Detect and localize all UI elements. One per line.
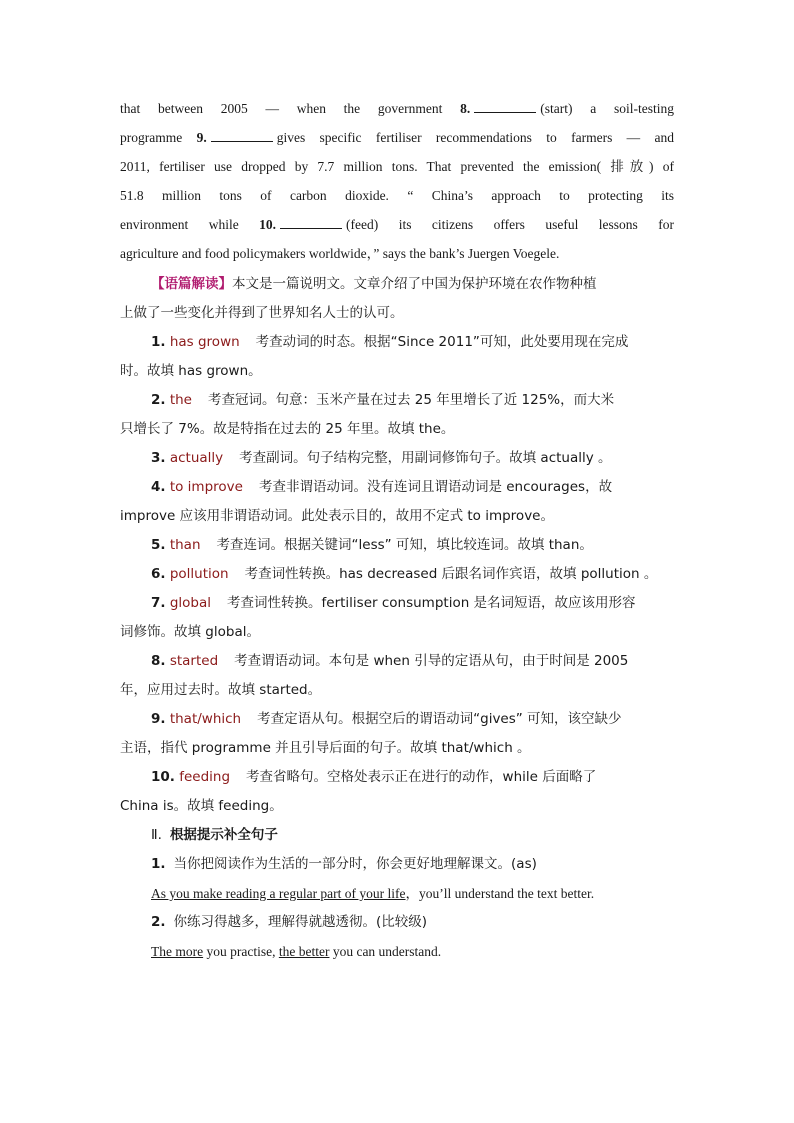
answer-number: 4.: [151, 479, 166, 495]
passage-text: programme: [120, 130, 183, 145]
answer-word: the: [169, 392, 192, 408]
answer-number: 8.: [151, 653, 166, 669]
answer-explanation: 考查省略句。空格处表示正在进行的动作，while 后面略了: [246, 769, 597, 785]
passage-line: agriculture and food policymakers worldwide，” says the bank’s Juergen Voegele.: [120, 246, 560, 261]
answer-explanation-cont: 年，应用过去时。故填 started。: [120, 682, 322, 698]
answer-item: [120, 328, 674, 357]
question-line: [120, 908, 674, 937]
answer-explanation-cont: 时。故填 has grown。: [120, 363, 262, 379]
blank-line: [280, 216, 342, 229]
answer-explanation: 考查谓语动词。本句是 when 引导的定语从句，由于时间是 2005: [234, 653, 629, 669]
passage-line: 2011, fertiliser use dropped by 7.7 million tons. That prevented the emission( 排放) of: [120, 159, 674, 174]
answer-word: to improve: [169, 479, 243, 495]
answer-number: 1.: [151, 334, 166, 350]
answer-item: [120, 763, 674, 792]
underlined-answer: The more: [151, 944, 204, 959]
answer-number: 6.: [151, 566, 166, 582]
passage-text: (start) a soil-testing: [540, 101, 674, 116]
question-number: 1.: [151, 856, 166, 872]
section-number: Ⅱ.: [151, 827, 162, 843]
question-text: 你练习得越多，理解得就越透彻。(比较级): [173, 914, 428, 930]
passage-line: 51.8 million tons of carbon dioxide. “ China’s approach to protecting its: [120, 188, 674, 203]
section-title: 根据提示补全句子: [169, 827, 278, 843]
underlined-answer: the better: [278, 944, 330, 959]
question-line: [120, 850, 674, 879]
answer-explanation-cont: China is。故填 feeding。: [120, 798, 283, 814]
answer-item: [120, 560, 674, 589]
answer-word: global: [169, 595, 212, 611]
analysis-line: [120, 270, 674, 299]
answer-explanation: 考查词性转换。fertiliser consumption 是名词短语，故应该用形容: [227, 595, 636, 611]
passage-line: [120, 123, 674, 152]
blank-line: [474, 100, 536, 113]
answer-explanation: 考查动词的时态。根据“Since 2011”可知，此处要用现在完成: [255, 334, 629, 350]
answer-word: has grown: [169, 334, 240, 350]
answer-explanation: 考查副词。句子结构完整，用副词修饰句子。故填 actually 。: [239, 450, 612, 466]
answer-word: actually: [169, 450, 224, 466]
answer-number: 9.: [151, 711, 166, 727]
answer-word: than: [169, 537, 201, 553]
answer-explanation: 考查连词。根据关键词“less” 可知，填比较连词。故填 than。: [216, 537, 593, 553]
question-text: 当你把阅读作为生活的一部分时，你会更好地理解课文。(as): [173, 856, 537, 872]
passage-text: gives specific fertiliser recommendations to farmers — and: [276, 130, 674, 145]
answer-explanation-cont: improve 应该用非谓语动词。此处表示目的，故用不定式 to improve。: [120, 508, 554, 524]
analysis-line: 上做了一些变化并得到了世界知名人士的认可。: [120, 305, 404, 321]
answer-explanation-cont: 词修饰。故填 global。: [120, 624, 260, 640]
passage-line: [120, 210, 674, 239]
answer-item: [120, 589, 674, 618]
underlined-answer: As you make reading a regular part of your life: [151, 886, 406, 901]
blank-number: 8.: [460, 101, 471, 116]
answer-explanation-cont: 只增长了 7%。故是特指在过去的 25 年里。故填 the。: [120, 421, 455, 437]
answer-rest: ，you’ll understand the text better.: [405, 886, 595, 901]
answer-item: [120, 444, 674, 473]
question-number: 2.: [151, 914, 166, 930]
answer-explanation: 考查定语从句。根据空后的谓语动词“gives” 可知，该空缺少: [257, 711, 622, 727]
section-heading: [120, 821, 674, 850]
analysis-text: 本文是一篇说明文。文章介绍了中国为保护环境在农作物种植: [232, 276, 597, 292]
answer-explanation: 考查词性转换。has decreased 后跟名词作宾语，故填 pollution 。: [244, 566, 658, 582]
answer-word: started: [169, 653, 219, 669]
answer-word: pollution: [169, 566, 229, 582]
answer-word: feeding: [179, 769, 231, 785]
answer-number: 10.: [151, 769, 175, 785]
answer-text: you practise,: [203, 944, 279, 959]
answer-explanation: 考查非谓语动词。没有连词且谓语动词是 encourages，故: [258, 479, 613, 495]
document-page: [120, 94, 674, 966]
answer-explanation-cont: 主语，指代 programme 并且引导后面的句子。故填 that/which 。: [120, 740, 531, 756]
answer-rest: you can understand.: [329, 944, 442, 959]
blank-number: 9.: [196, 130, 207, 145]
answer-item: [120, 473, 674, 502]
answer-item: [120, 705, 674, 734]
answer-number: 5.: [151, 537, 166, 553]
answer-number: 2.: [151, 392, 166, 408]
passage-text: that between 2005 — when the government: [120, 101, 443, 116]
answer-list: [120, 328, 674, 821]
analysis-label: 【语篇解读】: [151, 276, 232, 292]
answer-number: 7.: [151, 595, 166, 611]
answer-sentence: [120, 937, 674, 966]
answer-item: [120, 386, 674, 415]
passage-line: [120, 94, 674, 123]
answer-item: [120, 647, 674, 676]
blank-number: 10.: [259, 217, 277, 232]
passage-text: (feed) its citizens offers useful lessons for: [346, 217, 674, 232]
answer-number: 3.: [151, 450, 166, 466]
answer-item: [120, 531, 674, 560]
passage-text: environment while: [120, 217, 239, 232]
answer-sentence: [120, 879, 674, 908]
answer-word: that/which: [169, 711, 242, 727]
blank-line: [211, 129, 273, 142]
answer-explanation: 考查冠词。句意：玉米产量在过去 25 年里增长了近 125%，而大米: [207, 392, 615, 408]
